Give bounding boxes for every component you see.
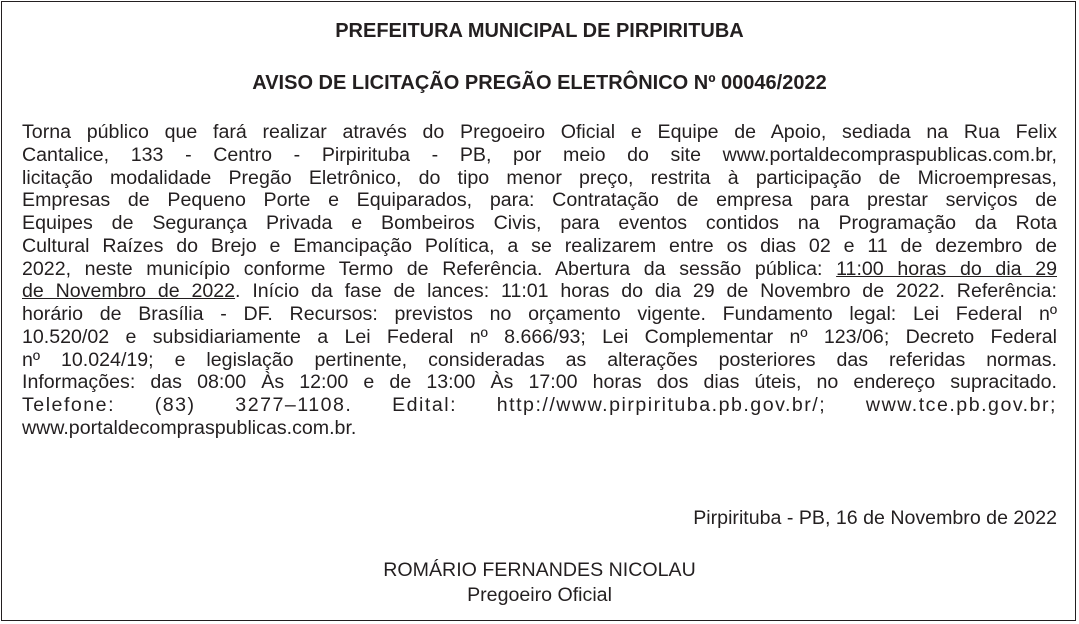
organization-title: PREFEITURA MUNICIPAL DE PIRPIRITUBA bbox=[335, 20, 744, 42]
body-line: licitação modalidade Pregão Eletrônico, do tipo menor preço, restrita à participação de Microempresas, bbox=[22, 166, 1057, 189]
website-line: www.portaldecompraspublicas.com.br. bbox=[22, 416, 357, 439]
body-line: Informações: das 08:00 Às 12:00 e de 13:00 Às 17:00 horas dos dias úteis, no endereço supracitado. bbox=[22, 371, 1057, 394]
notice-title: AVISO DE LICITAÇÃO PREGÃO ELETRÔNICO Nº 00046/2022 bbox=[252, 72, 827, 94]
body-line-session-opening bbox=[22, 258, 1057, 281]
body-line: nº 10.024/19; e legislação pertinente, consideradas as alterações posteriores das referidas normas. bbox=[22, 348, 1057, 371]
signer-name: ROMÁRIO FERNANDES NICOLAU bbox=[383, 559, 696, 581]
notice-body bbox=[22, 121, 1057, 440]
body-line: Torna público que fará realizar através do Pregoeiro Oficial e Equipe de Apoio, sediada na Rua Felix bbox=[22, 121, 1057, 143]
contact-line: Telefone: (83) 3277–1108. Edital: http://www.pirpirituba.pb.gov.br/; www.tce.pb.gov.br; bbox=[22, 394, 1057, 416]
body-line: Cantalice, 133 - Centro - Pirpirituba - PB, por meio do site www.portaldecompraspublicas.com.br, bbox=[22, 143, 1057, 166]
body-line: Cultural Raízes do Brejo e Emancipação Política, a se realizarem entre os dias 02 e 11 de dezembro de bbox=[22, 234, 1057, 257]
body-line: horário de Brasília - DF. Recursos: previstos no orçamento vigente. Fundamento legal: Lei Federal nº bbox=[22, 303, 1057, 325]
place-date: Pirpirituba - PB, 16 de Novembro de 2022 bbox=[693, 507, 1057, 529]
body-line: 10.520/02 e subsidiariamente a Lei Federal nº 8.666/93; Lei Complementar nº 123/06; Decreto Federal bbox=[22, 325, 1057, 348]
body-line-session-date bbox=[22, 280, 1057, 303]
signer-role: Pregoeiro Oficial bbox=[467, 584, 612, 606]
body-line: Empresas de Pequeno Porte e Equiparados, para: Contratação de empresa para prestar serviços de bbox=[22, 189, 1057, 212]
bidding-phase-text: . Início da fase de lances: 11:01 horas do dia 29 de Novembro de 2022. Referência: bbox=[235, 280, 1057, 303]
body-line: Equipes de Segurança Privada e Bombeiros Civis, para eventos contidos na Programação da Rota bbox=[22, 212, 1057, 234]
session-opening-date: de Novembro de 2022 bbox=[22, 280, 236, 303]
session-opening-time: 11:00 horas do dia 29 bbox=[836, 257, 1057, 280]
session-opening-text: 2022, neste município conforme Termo de Referência. Abertura da sessão pública: bbox=[22, 257, 837, 280]
